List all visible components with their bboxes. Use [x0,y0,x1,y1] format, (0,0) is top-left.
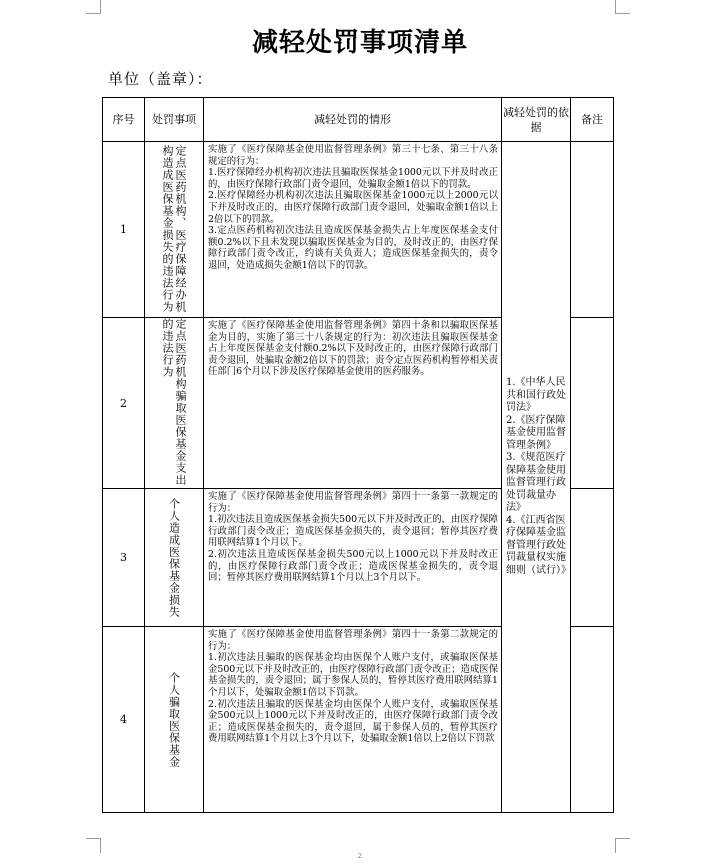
penalty-item: 个人骗取医保基金 [167,671,181,768]
crop-mark-bottom-left [86,838,101,853]
situation-text: 实施了《医疗保障基金使用监督管理条例》第四十一条第二款规定的行为： 1.初次违法且骗取的医保基金均由医保个人账户支付，或骗取医保基金500元以下并及时改正的，由医疗保障行政部门责令改正；造成医保基金损失的，责令退回；属于参保人员的，暂停其医疗费用联网结算1个月以下，处骗取金额1倍以下罚款。 2.初次违法且骗取的医保基金均由医保个人账户支付，或骗取医保基金500元以上1000元以下并及时改正的，由医疗保障行政部门责令改正；造成医保基金损失的，责令退回，属于参保人员的，暂停其医疗费用联网结算1个月以上3个月以下，处骗取金额1倍以上2倍以下罚款 [204,627,502,813]
header-situation: 减轻处罚的情形 [204,98,502,142]
basis-item: 3.《规范医疗保障基金使用监督管理行政处罚裁量办法》 [506,452,566,513]
table-row [103,142,614,318]
header-item: 处罚事项 [145,98,204,142]
unit-seal-label: 单位（盖章）： [108,70,213,88]
row-number: 4 [103,627,145,813]
header-no: 序号 [103,98,145,142]
remark-cell [571,627,614,813]
situation-text: 实施了《医疗保障基金使用监督管理条例》第三十七条、第三十八条规定的行为： 1.医疗保障经办机构初次违法且骗取医保基金1000元以下并及时改正的，由医疗保障行政部门责令退回，处骗取金额1倍以下的罚款。 2.医疗保障经办机构初次违法且骗取医保基金1000元以上2000元以下并及时改正的，由医疗保障行政部门责令退回，处骗取金额1倍以上2倍以下的罚款。 3.定点医药机构初次违法且造成医保基金损失占上年度医保基金支付额0.2%以下且未发现以骗取医保基金为目的，及时改正的，由医疗保障行政部门责令改正，约谈有关负责人；造成医保基金损失的，责令退回，处造成损失金额1倍以下的罚款。 [204,142,502,318]
table-header-row [103,98,614,142]
header-basis: 减轻处罚的依据 [502,98,571,142]
basis-item: 1.《中华人民共和国行政处罚法》 [506,377,566,413]
remark-cell [571,318,614,489]
crop-mark-top-right [615,0,630,14]
situation-text: 实施了《医疗保障基金使用监督管理条例》第四十条和以骗取医保基金为目的，实施了第三十八条规定的行为：初次违法且骗取医保基金占上年度医保基金支付额0.2%以下及时改正的，由医疗保障行政部门责令退回，处骗取金额2倍以下的罚款；责令定点医药机构暂停相关责任部门6个月以下涉及医疗保障基金使用的医药服务。 [204,318,502,489]
penalty-item: 定点医药机构、医疗保障经办机构造成医保基金损失的违法行为 [161,144,187,313]
basis-item: 2.《医疗保障基金使用监督管理条例》 [506,414,566,451]
penalty-table [102,97,614,813]
basis-list [506,377,571,577]
basis-item: 4.《江西省医疗保障基金监督管理行政处罚裁量权实施细则（试行）》 [506,514,571,576]
situation-text: 实施了《医疗保障基金使用监督管理条例》第四十一条第一款规定的行为： 1.初次违法且造成医保基金损失500元以下并及时改正的，由医疗保障行政部门责令改正；造成医保基金损失的，责令退回；暂停其医疗费用联网结算1个月以下。 2.初次违法且造成医保基金损失500元以上1000元以下并及时改正的，由医疗保障行政部门责令改正；造成医保基金损失的，责令退回；暂停其医疗费用联网结算1个月以上3个月以下。 [204,489,502,627]
basis-cell [502,142,571,813]
header-remark: 备注 [571,98,614,142]
remark-cell [571,489,614,627]
penalty-item: 定点医药机构骗取医保基金支出的违法行为 [161,318,187,486]
row-number: 2 [103,318,145,489]
row-number: 1 [103,142,145,318]
row-number: 3 [103,489,145,627]
penalty-item: 个人造成医保基金损失 [167,497,181,618]
crop-mark-top-left [86,0,101,14]
remark-cell [571,142,614,318]
crop-mark-bottom-right [615,838,630,853]
page-number: 2 [357,852,363,860]
document-title: 减轻处罚事项清单 [251,28,468,58]
